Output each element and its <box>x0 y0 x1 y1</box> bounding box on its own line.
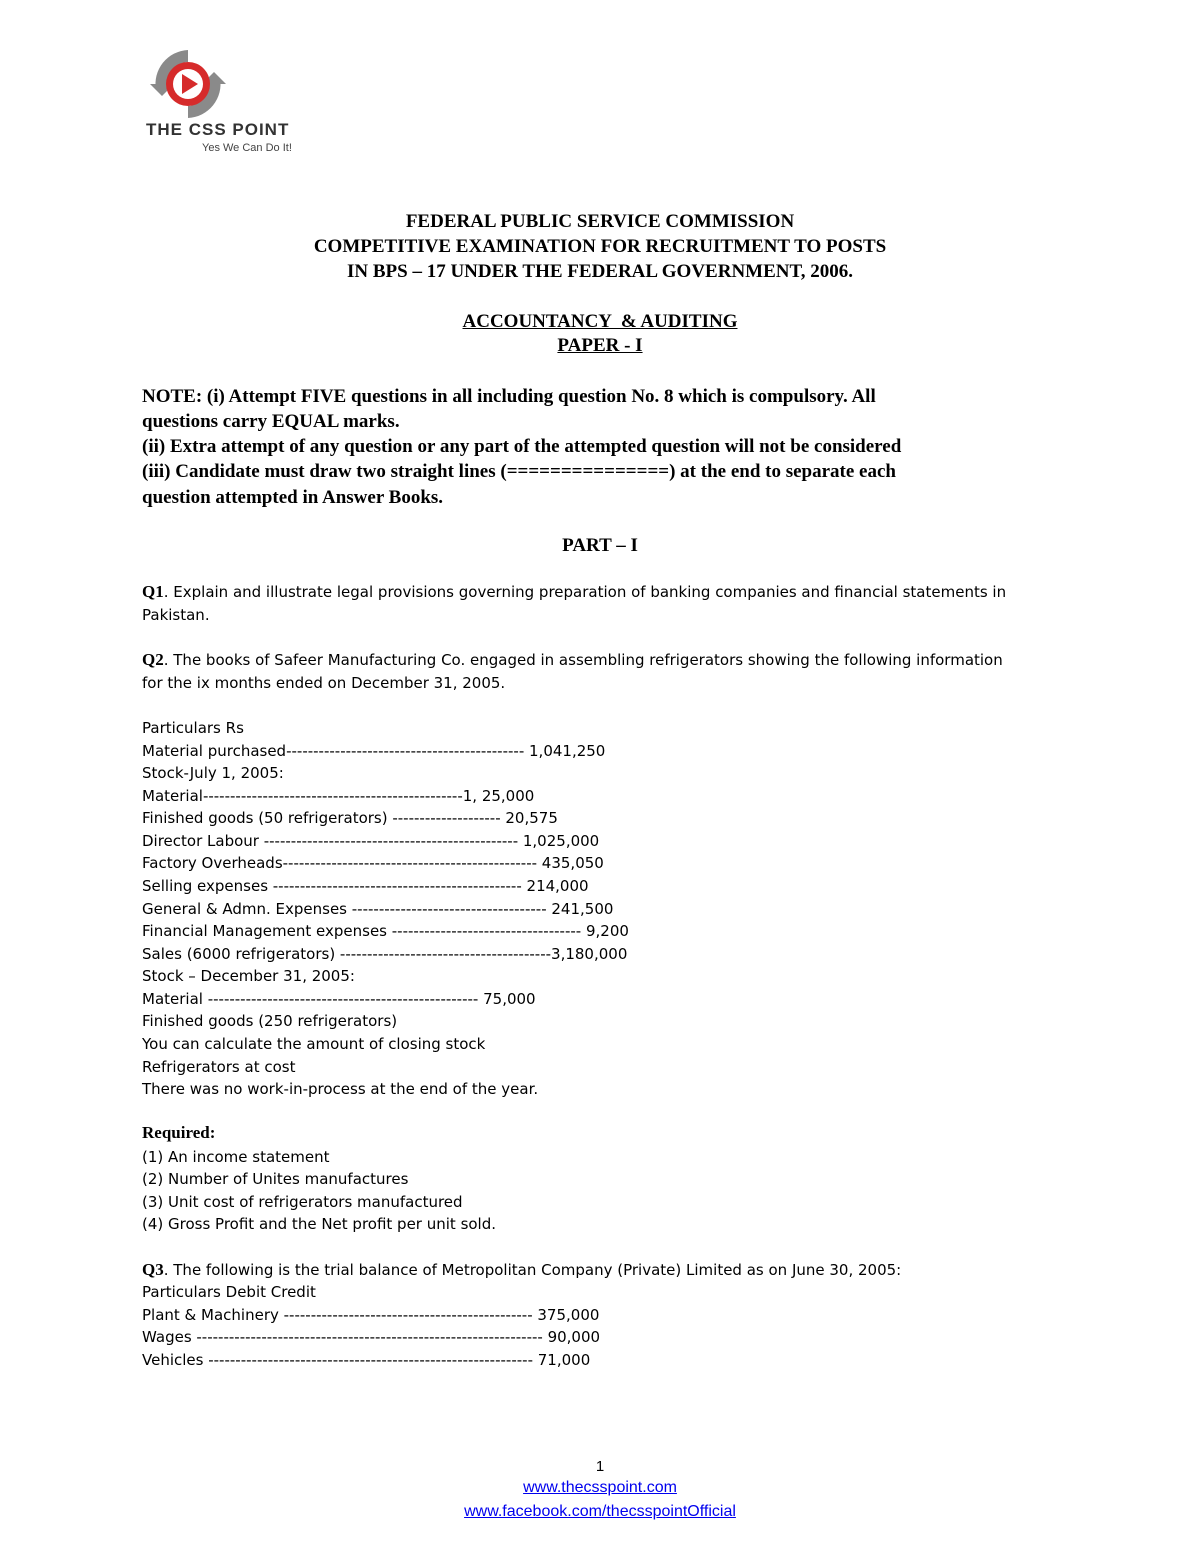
q1-line-2: Pakistan. <box>142 606 210 624</box>
q2-data-line: Refrigerators at cost <box>142 1058 296 1076</box>
note-line-5: question attempted in Answer Books. <box>142 487 444 508</box>
subject-title: ACCOUNTANCY & AUDITING <box>462 311 738 332</box>
website-link[interactable]: www.thecsspoint.com <box>523 1479 677 1496</box>
q2-data-line: General & Admn. Expenses ------------------------------------ 241,500 <box>142 900 614 918</box>
q2-data-line: Particulars Rs <box>142 719 244 737</box>
q2-data-line: There was no work-in-process at the end of the year. <box>142 1080 539 1098</box>
q1-text: . Explain and illustrate legal provisions governing preparation of banking companies and financial statements in <box>163 583 1007 601</box>
q2-data-line: Stock-July 1, 2005: <box>142 764 284 782</box>
note-line-3: (ii) Extra attempt of any question or any part of the attempted question will not be considered <box>142 436 902 457</box>
q2-data-line: Sales (6000 refrigerators) ---------------------------------------3,180,000 <box>142 945 628 963</box>
required-title: Required: <box>142 1123 216 1142</box>
logo-tagline: Yes We Can Do It! <box>202 142 292 154</box>
q2-line-2: for the ix months ended on December 31, 2005. <box>142 674 506 692</box>
page-number: 1 <box>595 1458 605 1475</box>
q2-number: Q2 <box>142 650 164 669</box>
q3-number: Q3 <box>142 1260 164 1279</box>
q2-text: . The books of Safeer Manufacturing Co. engaged in assembling refrigerators showing the following information <box>163 651 1003 669</box>
q2-data-line: Finished goods (250 refrigerators) <box>142 1012 398 1030</box>
logo-emblem-icon <box>148 44 228 124</box>
q2-data-line: Director Labour ----------------------------------------------- 1,025,000 <box>142 832 600 850</box>
q3-data-line: Vehicles ------------------------------------------------------------ 71,000 <box>142 1351 591 1369</box>
part-heading: PART – I <box>562 535 638 556</box>
q3-data-line: Wages ---------------------------------------------------------------- 90,000 <box>142 1328 601 1346</box>
q2-data-line: Finished goods (50 refrigerators) -------------------- 20,575 <box>142 809 558 827</box>
q2-line-1 <box>142 649 1003 672</box>
q1-number: Q1 <box>142 582 164 601</box>
q3-data-line: Particulars Debit Credit <box>142 1283 316 1301</box>
q2-data-line: Material purchased-------------------------------------------- 1,041,250 <box>142 742 606 760</box>
note-line-1: NOTE: (i) Attempt FIVE questions in all including question No. 8 which is compulsory. All <box>142 386 876 407</box>
note-line-2: questions carry EQUAL marks. <box>142 411 400 432</box>
q2-data-line: Financial Management expenses ----------------------------------- 9,200 <box>142 922 629 940</box>
header-line-3: IN BPS – 17 UNDER THE FEDERAL GOVERNMENT, 2006. <box>346 261 854 282</box>
required-item: (4) Gross Profit and the Net profit per unit sold. <box>142 1215 497 1233</box>
q2-data-line: Stock – December 31, 2005: <box>142 967 355 985</box>
q1-line-1 <box>142 581 1006 604</box>
q3-text: . The following is the trial balance of Metropolitan Company (Private) Limited as on June 30, 2005: <box>163 1261 902 1279</box>
q3-data-line: Plant & Machinery ---------------------------------------------- 375,000 <box>142 1306 600 1324</box>
q2-data-line: Material -------------------------------------------------- 75,000 <box>142 990 536 1008</box>
required-item: (1) An income statement <box>142 1148 330 1166</box>
q2-data-line: You can calculate the amount of closing stock <box>142 1035 486 1053</box>
required-item: (2) Number of Unites manufactures <box>142 1170 409 1188</box>
required-item: (3) Unit cost of refrigerators manufactured <box>142 1193 463 1211</box>
q2-data-line: Selling expenses ---------------------------------------------- 214,000 <box>142 877 589 895</box>
logo-name: THE CSS POINT <box>146 120 290 139</box>
q3-line-1 <box>142 1259 901 1282</box>
q2-data-line: Factory Overheads----------------------------------------------- 435,050 <box>142 854 604 872</box>
paper-title: PAPER - I <box>557 335 643 356</box>
q2-data-line: Material------------------------------------------------1, 25,000 <box>142 787 535 805</box>
header-line-1: FEDERAL PUBLIC SERVICE COMMISSION <box>405 211 795 232</box>
logo <box>140 44 320 164</box>
note-line-4: (iii) Candidate must draw two straight lines (===============) at the end to separate each <box>142 461 896 482</box>
header-line-2: COMPETITIVE EXAMINATION FOR RECRUITMENT TO POSTS <box>313 236 887 257</box>
facebook-link[interactable]: www.facebook.com/thecsspointOfficial <box>464 1503 736 1520</box>
